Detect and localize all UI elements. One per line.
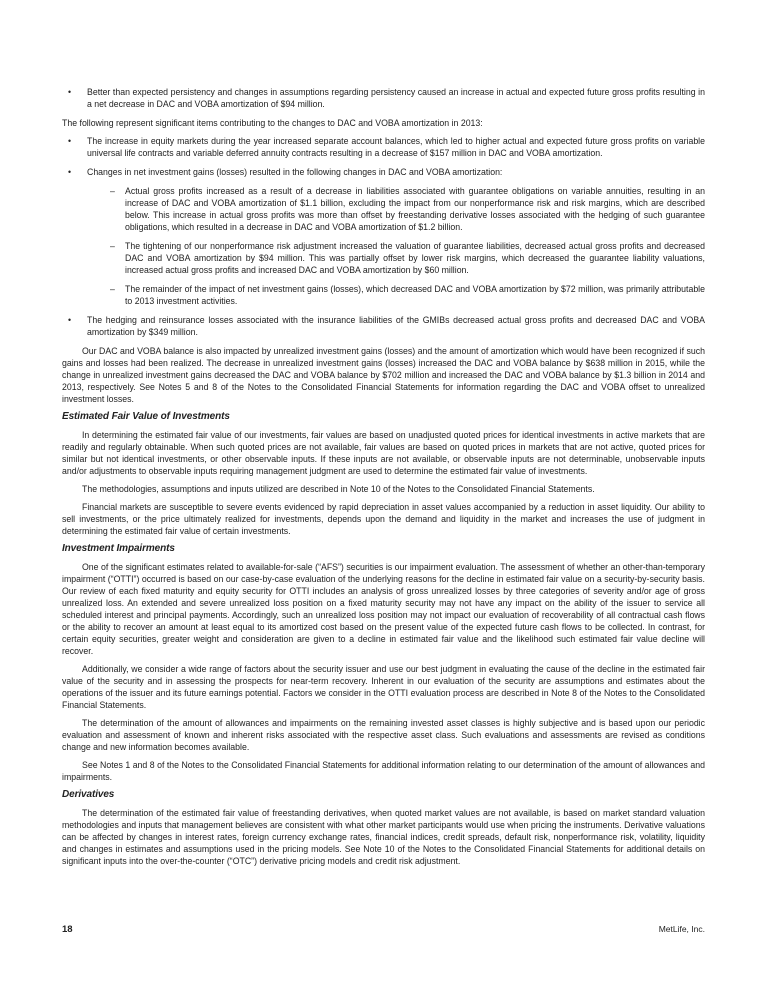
bullet-item: [62, 166, 705, 178]
paragraph: See Notes 1 and 8 of the Notes to the Consolidated Financial Statements for additional information relating to our determination of the amount of allowances and impairments.: [62, 760, 705, 782]
bullet-icon: •: [68, 136, 72, 146]
bullet-text: The hedging and reinsurance losses associated with the insurance liabilities of the GMIBs decreased actual gross profits and decreased DAC and VOBA amortization by $349 million.: [87, 315, 705, 337]
paragraph: The determination of the estimated fair value of freestanding derivatives, when quoted market values are not available, is based on market standard valuation methodologies and inputs that management believes are consistent with what other market participants would use when pricing the instruments. Derivative valuations can be affected by changes in interest rates, foreign currency exchange rates, financial indices, credit spreads, default risk, nonperformance risk, volatility, liquidity and changes in estimates and assumptions used in the pricing models. See Note 10 of the Notes to the Consolidated Financial Statements for additional details on significant inputs into the over-the-counter (“OTC”) derivative pricing models and credit risk adjustment.: [62, 808, 705, 866]
dash-icon: –: [110, 241, 115, 251]
bullet-text: Changes in net investment gains (losses) resulted in the following changes in DAC and VOBA amortization:: [87, 167, 503, 177]
sub-bullet-item: [62, 283, 705, 307]
bullet-text: The remainder of the impact of net investment gains (losses), which decreased DAC and VOBA amortization by $72 million, was primarily attributable to 2013 investment activities.: [125, 284, 705, 306]
sub-bullet-item: [62, 185, 705, 233]
page-number: 18: [62, 924, 73, 935]
paragraph: The methodologies, assumptions and inputs utilized are described in Note 10 of the Notes to the Consolidated Financial Statements.: [82, 484, 595, 494]
dash-icon: –: [110, 284, 115, 294]
paragraph: In determining the estimated fair value of our investments, fair values are based on unadjusted quoted prices for identical investments in active markets that are readily and regularly obtainable. When such quoted prices are not available, fair values are based on quoted prices in markets that are not active, quoted prices for similar but not identical investments, or other observable inputs. If these inputs are not available, or observable inputs are not determinable, unobservable inputs and/or adjustments to observable inputs requiring management judgment are used to determine the estimated fair value of investments.: [62, 430, 705, 476]
paragraph: Our DAC and VOBA balance is also impacted by unrealized investment gains (losses) and the amount of amortization which would have been recognized if such gains and losses had been realized. The decrease in unrealized investment gains (losses) increased the DAC and VOBA balance by $638 million in 2015, while the change in unrealized investment gains decreased the DAC and VOBA balance by $702 million and increased the DAC and VOBA balance by $1.3 billion in 2014 and 2013, respectively. See Notes 5 and 8 of the Notes to the Consolidated Financial Statements for information regarding the DAC and VOBA offset to unrealized investment losses.: [62, 346, 705, 404]
paragraph: One of the significant estimates related to available-for-sale (“AFS”) securities is our impairment evaluation. The assessment of whether an other-than-temporary impairment (“OTTI”) occurred is based on our case-by-case evaluation of the underlying reasons for the decline in estimated fair value on a security-by-security basis. Our review of each fixed maturity and equity security for OTTI includes an analysis of gross unrealized losses by three categories of severity and/or age of gross unrealized loss. An extended and severe unrealized loss position on a fixed maturity security may not have any impact on the ability of the issuer to service all scheduled interest and principal payments. Accordingly, such an unrealized loss position may not impact our evaluation of recoverability of all contractual cash flows or the ability to recover an amount at least equal to its amortized cost based on the present value of the expected future cash flows to be collected. In contrast, for certain equity securities, greater weight and consideration are given to a decline in estimated fair value and the likelihood such estimated fair value decline will recover.: [62, 562, 705, 656]
bullet-icon: •: [68, 167, 72, 177]
paragraph: The determination of the amount of allowances and impairments on the remaining invested asset classes is highly subjective and is based upon our periodic evaluation and assessment of known and inherent risks associated with the respective asset class. Such evaluations and assessments are revised as conditions change and new information becomes available.: [62, 718, 705, 752]
bullet-icon: •: [68, 315, 72, 325]
paragraph: Additionally, we consider a wide range of factors about the security issuer and use our best judgment in evaluating the cause of the decline in the estimated fair value of the security and in assessing the prospects for near-term recovery. Inherent in our evaluation of the security are assumptions and estimates about the operations of the issuer and its future earnings potential. Factors we consider in the OTTI evaluation process are described in Note 8 of the Notes to the Consolidated Financial Statements.: [62, 664, 705, 710]
bullet-text: Actual gross profits increased as a result of a decrease in liabilities associated with guarantee obligations on variable annuities, resulting in an increase of DAC and VOBA amortization of $1.1 billion, excluding the impact from our nonperformance risk and risk margins, which are described below. This increase in actual gross profits was more than offset by freestanding derivative losses associated with the hedging of such guarantee obligations, which resulted in a decrease in DAC and VOBA amortization of $1.2 billion.: [125, 186, 705, 232]
bullet-text: The increase in equity markets during the year increased separate account balances, which led to higher actual and expected future gross profits on variable universal life contracts and variable deferred annuity contracts resulting in a decrease of $157 million in DAC and VOBA amortization.: [87, 136, 705, 158]
section-heading: Investment Impairments: [62, 543, 175, 554]
bullet-item: [62, 86, 705, 110]
dash-icon: –: [110, 186, 115, 196]
paragraph: The following represent significant items contributing to the changes to DAC and VOBA amortization in 2013:: [62, 118, 483, 128]
bullet-text: The tightening of our nonperformance risk adjustment increased the valuation of guarantee liabilities, decreased actual gross profits and decreased DAC and VOBA amortization by $94 million. This was partially offset by lower risk margins, which decreased the guarantee liability valuations, increased actual gross profits and increased DAC and VOBA amortization by $60 million.: [125, 241, 705, 275]
document-body: [62, 86, 705, 873]
company-name: MetLife, Inc.: [658, 924, 705, 934]
bullet-text: Better than expected persistency and changes in assumptions regarding persistency caused an increase in actual and expected future gross profits resulting in a net decrease in DAC and VOBA amortization of $94 million.: [87, 87, 705, 109]
bullet-icon: •: [68, 87, 72, 97]
paragraph: Financial markets are susceptible to severe events evidenced by rapid depreciation in asset values accompanied by a reduction in asset liquidity. Our ability to sell investments, or the price ultimately realized for investments, depends upon the demand and liquidity in the market and increases the use of judgment in determining the estimated fair value of certain investments.: [62, 502, 705, 536]
bullet-item: [62, 314, 705, 338]
sub-bullet-item: [62, 240, 705, 276]
bullet-item: [62, 135, 705, 159]
section-heading: Estimated Fair Value of Investments: [62, 411, 230, 422]
section-heading: Derivatives: [62, 789, 115, 800]
